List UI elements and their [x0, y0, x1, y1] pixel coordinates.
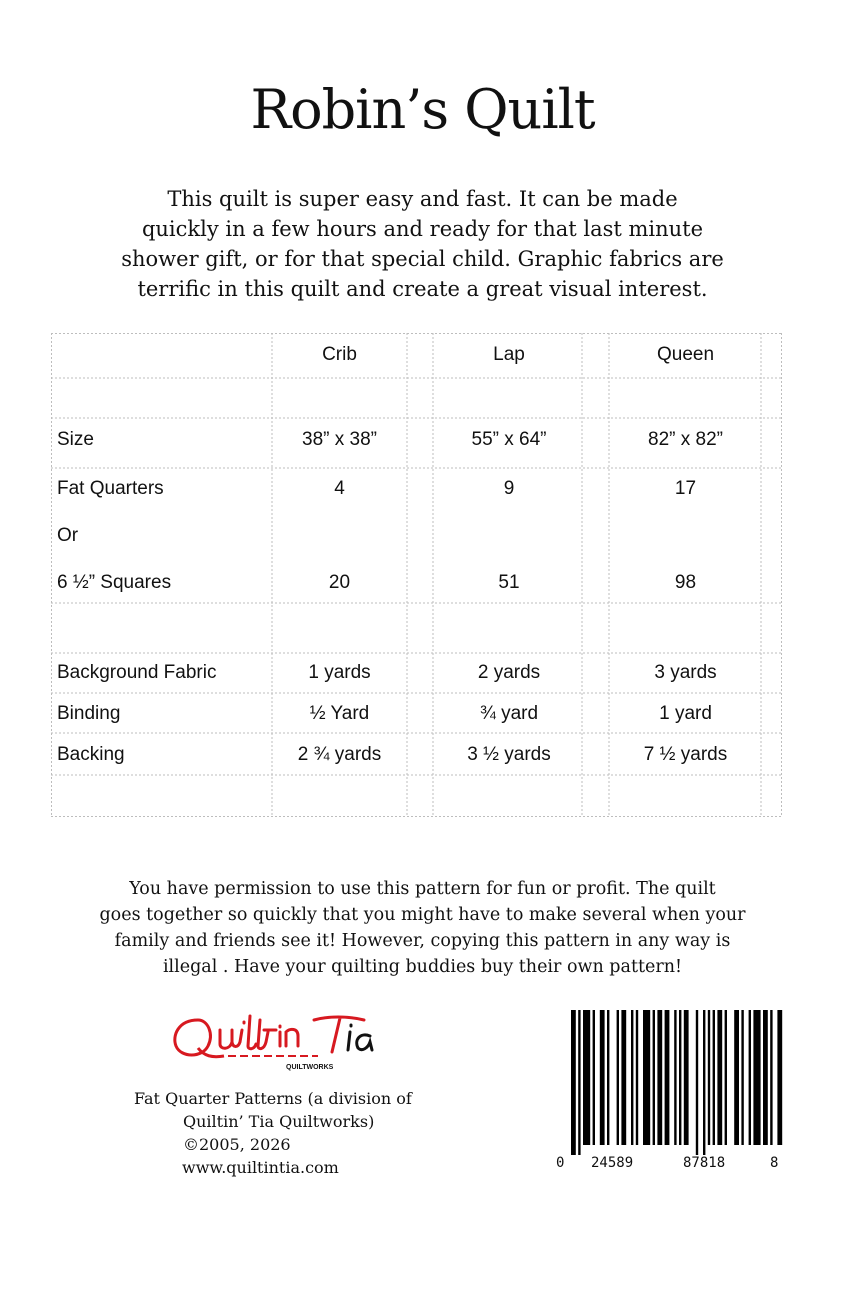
- row-label-size: Size: [57, 429, 94, 450]
- barcode-bar: [657, 1010, 662, 1145]
- table-cell: 2 ¾ yards: [297, 744, 382, 765]
- barcode-digit: 0: [556, 1155, 565, 1171]
- row-label-background-fabric: Background Fabric: [57, 662, 217, 683]
- row-label-or: Or: [57, 525, 79, 546]
- barcode-bar: [665, 1010, 670, 1145]
- barcode-bar: [583, 1010, 590, 1145]
- table-cell: 7 ½ yards: [643, 744, 728, 765]
- barcode-bar: [684, 1010, 689, 1145]
- barcode-bar: [717, 1010, 722, 1145]
- permission-line: family and friends see it! However, copying this pattern in any way is: [114, 931, 731, 951]
- table-cell: 3 yards: [654, 662, 717, 683]
- barcode-bar: [777, 1010, 782, 1145]
- page-title: Robin’s Quilt: [250, 78, 595, 141]
- barcode-bar: [763, 1010, 768, 1145]
- barcode-bar: [753, 1010, 760, 1145]
- barcode-bar: [617, 1010, 619, 1145]
- permission-line: You have permission to use this pattern for fun or profit. The quilt: [129, 879, 716, 899]
- row-label-backing: Backing: [57, 744, 125, 765]
- permission-line: goes together so quickly that you might have to make several when your: [99, 905, 746, 925]
- barcode-bar: [643, 1010, 650, 1145]
- table-cell: 55” x 64”: [471, 429, 547, 450]
- intro-line: quickly in a few hours and ready for that last minute: [141, 217, 704, 241]
- quiltin-tia-logo: [168, 1006, 398, 1076]
- barcode-bar: [578, 1010, 580, 1155]
- table-cell: 38” x 38”: [302, 429, 377, 450]
- barcode-bar: [749, 1010, 751, 1145]
- table-cell: 82” x 82”: [648, 429, 723, 450]
- barcode-digit: 24589: [591, 1155, 634, 1171]
- table-cell: 1 yards: [308, 662, 371, 683]
- barcode-bar: [653, 1010, 655, 1145]
- table-cell: 4: [334, 478, 345, 499]
- row-label-binding: Binding: [57, 703, 121, 724]
- table-cell: 9: [503, 478, 515, 499]
- table-cell: 3 ½ yards: [467, 744, 551, 765]
- column-header-crib: Crib: [322, 344, 357, 365]
- table-cell: ½ Yard: [309, 703, 370, 724]
- website-link[interactable]: www.quiltintia.com: [182, 1158, 339, 1177]
- table-cell: 98: [674, 572, 697, 593]
- column-header-lap: Lap: [493, 344, 525, 365]
- table-cell: 2 yards: [477, 662, 541, 683]
- barcode-bar: [607, 1010, 609, 1145]
- upc-barcode: [555, 1010, 785, 1175]
- barcode-bar: [703, 1010, 705, 1155]
- barcode-bar: [696, 1010, 698, 1155]
- barcode-digit: 8: [770, 1155, 779, 1171]
- barcode-bar: [571, 1010, 576, 1155]
- intro-line: shower gift, or for that special child. Graphic fabrics are: [121, 247, 724, 271]
- publisher-info: [120, 1087, 460, 1179]
- barcode-bar: [621, 1010, 626, 1145]
- barcode-bar: [734, 1010, 739, 1145]
- barcode-bar: [770, 1010, 772, 1145]
- barcode-bar: [708, 1010, 710, 1145]
- table-cell: 1 yard: [659, 703, 712, 724]
- intro-line: This quilt is super easy and fast. It can be made: [167, 187, 678, 211]
- barcode-bar: [725, 1010, 727, 1145]
- barcode-bar: [636, 1010, 638, 1145]
- row-label-squares: 6 ½” Squares: [57, 572, 172, 593]
- publisher-line: Fat Quarter Patterns (a division of: [134, 1089, 412, 1108]
- barcode-bar: [600, 1010, 605, 1145]
- barcode-bar: [679, 1010, 681, 1145]
- table-cell: 20: [328, 572, 351, 593]
- column-header-queen: Queen: [656, 344, 715, 365]
- publisher-line: ©2005, 2026: [183, 1135, 291, 1154]
- barcode-bar: [741, 1010, 743, 1145]
- barcode-bar: [713, 1010, 715, 1145]
- table-cell: ¾ yard: [479, 703, 539, 724]
- logo-subtitle: QUILTWORKS: [286, 1064, 334, 1071]
- intro-paragraph: [40, 184, 805, 304]
- intro-line: terrific in this quilt and create a great visual interest.: [137, 277, 708, 301]
- permission-line: illegal . Have your quilting buddies buy their own pattern!: [162, 957, 683, 977]
- fabric-requirements-table: [51, 333, 782, 817]
- permission-paragraph: [40, 876, 805, 980]
- barcode-bar: [593, 1010, 595, 1145]
- barcode-bar: [674, 1010, 676, 1145]
- row-label-fat-quarters: Fat Quarters: [57, 478, 164, 499]
- barcode-bar: [631, 1010, 633, 1145]
- table-cell: 17: [674, 478, 697, 499]
- barcode-digit: 87818: [683, 1155, 726, 1171]
- barcode-digits: [556, 1155, 786, 1177]
- publisher-line: Quiltin’ Tia Quiltworks): [183, 1112, 375, 1131]
- table-cell: 51: [498, 572, 520, 593]
